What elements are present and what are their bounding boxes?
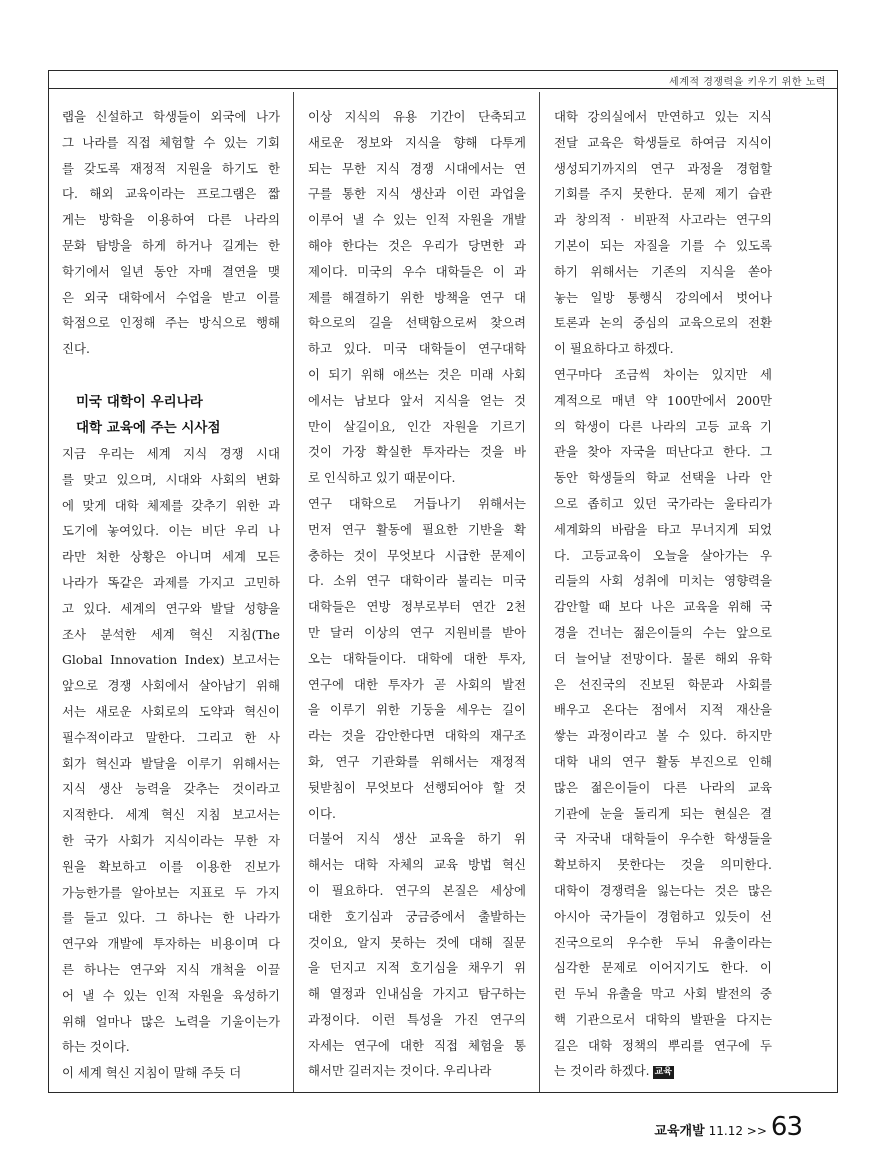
paragraph-line: 이상 지식의 유용 기간이 단축되고 bbox=[308, 109, 526, 124]
paragraph-line: 관을 찾아 자국을 떠난다고 한다. 그 bbox=[554, 444, 772, 460]
paragraph-line: 다. 고등교육이 오늘을 살아가는 우 bbox=[554, 547, 772, 563]
paragraph-line: 국 자국내 대학들이 우수한 학생들을 bbox=[554, 831, 772, 847]
paragraph-line: 이 필요하다. 연구의 본질은 세상에 bbox=[308, 882, 526, 898]
paragraph-line: 이 세계 혁신 지침이 말해 주듯 더 bbox=[62, 1065, 242, 1081]
paragraph-line: 른 하나는 연구와 지식 개척을 이끌 bbox=[62, 961, 280, 977]
paragraph-line: 것이 가장 확실한 투자라는 것을 바 bbox=[308, 444, 526, 460]
paragraph-line: 을 던지고 지적 호기심을 채우기 위 bbox=[308, 960, 526, 976]
paragraph-line: 그 나라를 직접 체험할 수 있는 기회 bbox=[62, 134, 280, 150]
paragraph-line: 에 맞게 대학 체제를 갖추기 위한 과 bbox=[62, 497, 280, 513]
paragraph-line bbox=[554, 1058, 772, 1084]
paragraph-line: 쌓는 과정이라고 볼 수 있다. 하지만 bbox=[554, 728, 772, 744]
paragraph-line: 에서는 남보다 앞서 지식을 얻는 것 bbox=[308, 392, 526, 408]
paragraph-line: 원을 확보하고 이를 이용한 진보가 bbox=[62, 858, 280, 874]
paragraph-line: 길은 대학 정책의 뿌리를 연구에 두 bbox=[554, 1037, 772, 1053]
paragraph-line: 기본이 되는 자질을 기를 수 있도록 bbox=[554, 237, 772, 253]
paragraph-line: 많은 젊은이들이 다른 나라의 교육 bbox=[554, 779, 772, 795]
paragraph-line: 게는 방학을 이용하여 다른 나라의 bbox=[62, 212, 280, 228]
paragraph-line: 필수적이라고 말한다. 그리고 한 사 bbox=[62, 729, 280, 745]
paragraph-line: 런 두뇌 유출을 막고 사회 발전의 중 bbox=[554, 986, 772, 1002]
paragraph-line: 대학 내의 연구 활동 부진으로 인해 bbox=[554, 753, 772, 769]
paragraph-line: 놓는 일방 통행식 강의에서 벗어나 bbox=[554, 289, 772, 305]
paragraph-line: 생성되기까지의 연구 과정을 경험할 bbox=[554, 160, 772, 176]
page-footer bbox=[654, 1112, 802, 1142]
paragraph-line: 이 필요하다고 하겠다. bbox=[554, 341, 674, 357]
paragraph-line: 과 창의적 · 비판적 사고라는 연구의 bbox=[554, 212, 772, 228]
paragraph-line: 세계화의 바람을 타고 무너지게 되었 bbox=[554, 521, 772, 537]
paragraph-line: 자세는 연구에 대한 직접 체험을 통 bbox=[308, 1037, 526, 1053]
paragraph-line: 뒷받침이 무엇보다 선행되어야 할 것 bbox=[308, 779, 526, 795]
paragraph-line: 해야 한다는 것은 우리가 당면한 과 bbox=[308, 237, 526, 253]
paragraph-line: 한 국가 사회가 지식이라는 무한 자 bbox=[62, 832, 280, 848]
paragraph-line: 위해 얼마나 많은 노력을 기울이는가 bbox=[62, 1013, 280, 1029]
paragraph-line: Global Innovation Index) 보고서는 bbox=[62, 652, 280, 668]
paragraph-line: 하고 있다. 미국 대학들이 연구대학 bbox=[308, 341, 526, 357]
paragraph-line: 이루어 낼 수 있는 인적 자원을 개발 bbox=[308, 212, 526, 228]
paragraph-line: 하기 위해서는 기존의 지식을 쏟아 bbox=[554, 263, 772, 279]
paragraph-line: 이다. bbox=[308, 805, 336, 821]
paragraph-line: 진다. bbox=[62, 341, 90, 357]
paragraph-line: 서는 새로운 사회로의 도약과 혁신이 bbox=[62, 703, 280, 719]
paragraph-line: 해 열정과 인내심을 가지고 탐구하는 bbox=[308, 986, 526, 1002]
paragraph-line: 라는 것을 감안한다면 대학의 재구조 bbox=[308, 728, 526, 744]
magazine-name: 교육개발 bbox=[654, 1124, 705, 1139]
paragraph-line: 구를 통한 지식 생산과 이런 과업을 bbox=[308, 186, 526, 202]
paragraph-line: 회가 혁신과 발달을 이루기 위해서는 bbox=[62, 755, 280, 771]
paragraph-line: 새로운 정보와 지식을 향해 다투게 bbox=[308, 134, 526, 150]
paragraph-line: 으로 좁히고 있던 국가라는 울타리가 bbox=[554, 495, 772, 511]
paragraph-line: 대학들은 연방 정부로부터 연간 2천 bbox=[308, 599, 526, 615]
paragraph-line: 을 이루기 위한 기둥을 세우는 길이 bbox=[308, 702, 526, 718]
paragraph-line: 대학 강의실에서 만연하고 있는 지식 bbox=[554, 109, 772, 124]
paragraph-line: 것이요, 알지 못하는 것에 대해 질문 bbox=[308, 934, 526, 950]
paragraph-line-text: 는 것이라 하겠다. bbox=[554, 1063, 650, 1079]
running-title: 세계적 경쟁력을 키우기 위한 노력 bbox=[669, 77, 826, 88]
paragraph-line: 더 늘어날 전망이다. 물론 해외 유학 bbox=[554, 650, 772, 666]
paragraph-line: 연구마다 조금씩 차이는 있지만 세 bbox=[554, 366, 772, 382]
paragraph-line: 되는 무한 지식 경쟁 시대에서는 연 bbox=[308, 160, 526, 176]
paragraph-line: 핵 기관으로서 대학의 발판을 다지는 bbox=[554, 1011, 772, 1027]
paragraph-line: 지식 생산 능력을 갖추는 것이라고 bbox=[62, 781, 280, 797]
paragraph-line: 오는 대학들이다. 대학에 대한 투자, bbox=[308, 650, 526, 666]
paragraph-line: 연구와 개발에 투자하는 비용이며 다 bbox=[62, 936, 280, 952]
end-mark-icon: 교육 bbox=[654, 1067, 672, 1078]
paragraph-line: 계적으로 매년 약 100만에서 200만 bbox=[554, 392, 772, 408]
paragraph-line: 어 낼 수 있는 인적 자원을 육성하기 bbox=[62, 987, 280, 1003]
paragraph-line: 도기에 놓여있다. 이는 비단 우리 나 bbox=[62, 523, 280, 539]
paragraph-line: 제를 해결하기 위한 방책을 연구 대 bbox=[308, 289, 526, 305]
paragraph-line: 다. 소위 연구 대학이라 불리는 미국 bbox=[308, 573, 526, 589]
paragraph-line: 아시아 국가들이 경험하고 있듯이 선 bbox=[554, 908, 772, 924]
column-divider bbox=[539, 92, 540, 1092]
paragraph-line: 가능한가를 알아보는 지표로 두 가지 bbox=[62, 884, 280, 900]
paragraph-line: 지적한다. 세계 혁신 지침 보고서는 bbox=[62, 807, 280, 823]
paragraph-line: 해서는 대학 자체의 교육 방법 혁신 bbox=[308, 857, 526, 873]
paragraph-line: 대한 호기심과 궁금증에서 출발하는 bbox=[308, 908, 526, 924]
text-column-1 bbox=[62, 104, 280, 1086]
paragraph-line: 이 되기 위해 애쓰는 것은 미래 사회 bbox=[308, 366, 526, 382]
issue-number: 11.12 >> bbox=[708, 1124, 767, 1138]
paragraph-line: 은 선진국의 진보된 학문과 사회를 bbox=[554, 676, 772, 692]
paragraph-line: 를 들고 있다. 그 하나는 한 나라가 bbox=[62, 910, 280, 926]
paragraph-line: 조사 분석한 세계 혁신 지침(The bbox=[62, 626, 280, 642]
paragraph-line: 해서만 길러지는 것이다. 우리나라 bbox=[308, 1063, 492, 1079]
paragraph-line: 진국으로의 우수한 두뇌 유출이라는 bbox=[554, 934, 772, 950]
paragraph-line: 은 외국 대학에서 수업을 받고 이를 bbox=[62, 289, 280, 305]
paragraph-line: 대학이 경쟁력을 잃는다는 것은 많은 bbox=[554, 882, 772, 898]
paragraph-line: 경을 건너는 젊은이들의 수는 앞으로 bbox=[554, 624, 772, 640]
section-heading: 미국 대학이 우리나라 bbox=[76, 393, 203, 410]
paragraph-line: 를 맞고 있으며, 시대와 사회의 변화 bbox=[62, 471, 280, 487]
page-number: 63 bbox=[770, 1112, 802, 1142]
paragraph-line: 충하는 것이 무엇보다 시급한 문제이 bbox=[308, 547, 526, 563]
paragraph-line: 랩을 신설하고 학생들이 외국에 나가 bbox=[62, 109, 280, 124]
paragraph-line: 를 갖도록 재정적 지원을 하기도 한 bbox=[62, 160, 280, 176]
paragraph-line: 고 있다. 세계의 연구와 발달 성향을 bbox=[62, 600, 280, 616]
paragraph-line: 라만 처한 상황은 아니며 세계 모든 bbox=[62, 549, 280, 565]
paragraph-line: 리들의 사회 성취에 미치는 영향력을 bbox=[554, 573, 772, 589]
paragraph-line: 심각한 문제로 이어지기도 한다. 이 bbox=[554, 960, 772, 976]
paragraph-line: 기관에 눈을 돌리게 되는 현실은 결 bbox=[554, 805, 772, 821]
paragraph-line: 나라가 똑같은 과제를 가지고 고민하 bbox=[62, 574, 280, 590]
paragraph-line: 더불어 지식 생산 교육을 하기 위 bbox=[308, 831, 526, 847]
paragraph-line: 학으로의 길을 선택함으로써 찾으려 bbox=[308, 315, 526, 331]
paragraph-line: 기회를 주지 못한다. 문제 제기 습관 bbox=[554, 186, 772, 202]
paragraph-line: 연구에 대한 투자가 곧 사회의 발전 bbox=[308, 676, 526, 692]
column-divider bbox=[293, 92, 294, 1092]
paragraph-line: 먼저 연구 활동에 필요한 기반을 확 bbox=[308, 521, 526, 537]
paragraph-line: 전달 교육은 학생들로 하여금 지식이 bbox=[554, 134, 772, 150]
paragraph-line: 토론과 논의 중심의 교육으로의 전환 bbox=[554, 315, 772, 331]
paragraph-line: 연구 대학으로 거듭나기 위해서는 bbox=[308, 495, 526, 511]
paragraph-line: 동안 학생들의 학교 선택을 나라 안 bbox=[554, 470, 772, 486]
paragraph-line: 다. 해외 교육이라는 프로그램은 짧 bbox=[62, 186, 280, 202]
text-column-3 bbox=[554, 104, 772, 1084]
paragraph-line: 배우고 온다는 점에서 지적 재산을 bbox=[554, 702, 772, 718]
section-heading: 대학 교육에 주는 시사점 bbox=[76, 419, 221, 436]
paragraph-line: 문화 탐방을 하게 하거나 길게는 한 bbox=[62, 237, 280, 253]
paragraph-line: 만 달러 이상의 연구 지원비를 받아 bbox=[308, 624, 526, 640]
paragraph-line: 로 인식하고 있기 때문이다. bbox=[308, 470, 456, 486]
paragraph-line: 학기에서 일년 동안 자매 결연을 맺 bbox=[62, 263, 280, 279]
text-column-2 bbox=[308, 104, 526, 1084]
paragraph-line: 하는 것이다. bbox=[62, 1039, 130, 1055]
paragraph-line: 앞으로 경쟁 사회에서 살아남기 위해 bbox=[62, 678, 280, 694]
paragraph-line: 확보하지 못한다는 것을 의미한다. bbox=[554, 857, 772, 873]
paragraph-line: 만이 살길이요, 인간 자원을 기르기 bbox=[308, 418, 526, 434]
paragraph-line: 학점으로 인정해 주는 방식으로 행해 bbox=[62, 315, 280, 331]
paragraph-line: 제이다. 미국의 우수 대학들은 이 과 bbox=[308, 263, 526, 279]
paragraph-line: 의 학생이 다른 나라의 고등 교육 기 bbox=[554, 418, 772, 434]
header-rule bbox=[48, 88, 838, 89]
paragraph-line: 과정이다. 이런 특성을 가진 연구의 bbox=[308, 1011, 526, 1027]
paragraph-line: 화, 연구 기관화를 위해서는 재정적 bbox=[308, 753, 526, 769]
paragraph-line: 감안할 때 보다 나은 교육을 위해 국 bbox=[554, 599, 772, 615]
section-gap bbox=[62, 362, 280, 389]
paragraph-line: 지금 우리는 세계 지식 경쟁 시대 bbox=[62, 445, 280, 461]
